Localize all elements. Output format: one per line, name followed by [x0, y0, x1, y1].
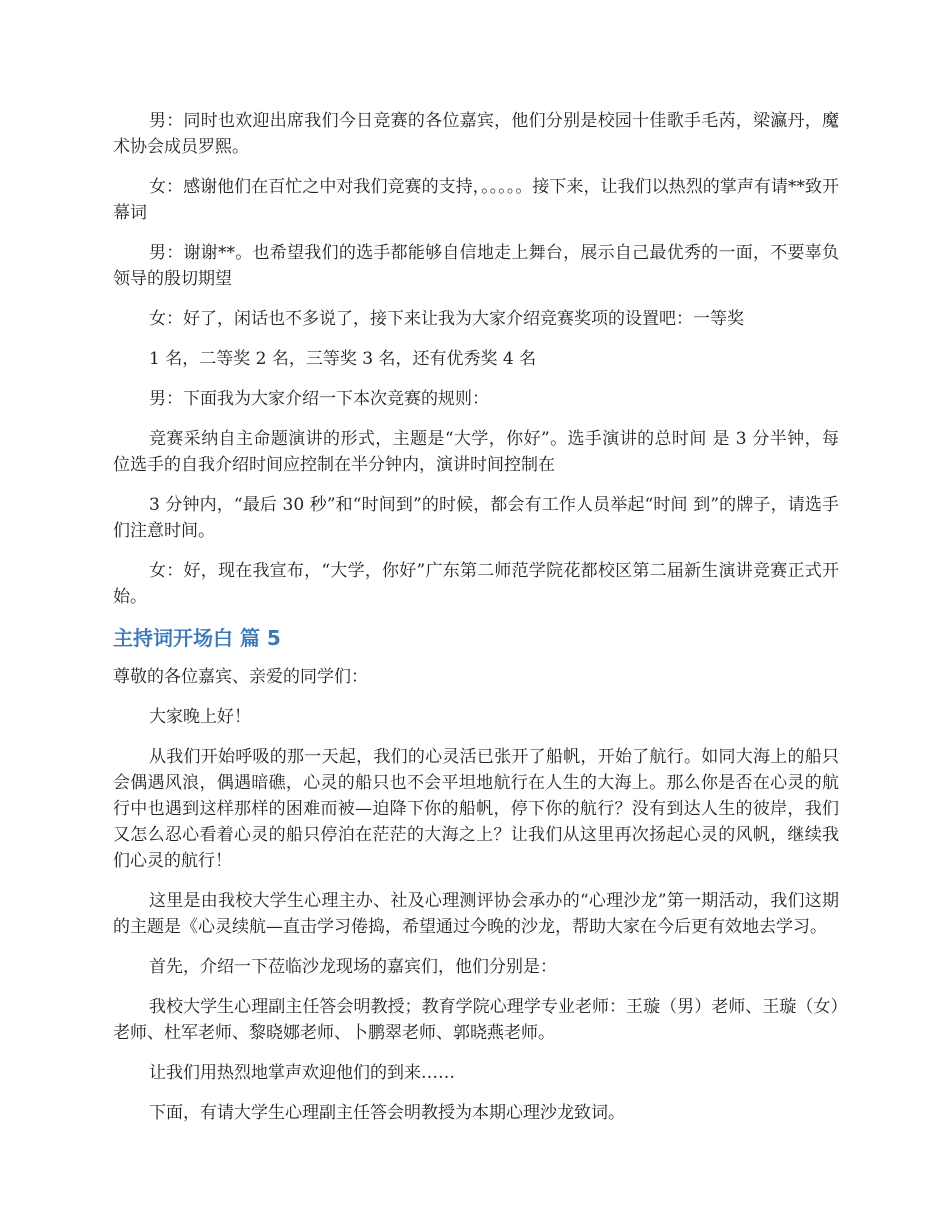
paragraph: 大家晚上好！: [149, 707, 251, 727]
section-heading: 主持词开场白 篇 5: [113, 626, 281, 650]
paragraph: 男：下面我为大家介绍一下本次竞赛的规则：: [149, 389, 489, 409]
paragraph: 1 名，二等奖 2 名，三等奖 3 名，还有优秀奖 4 名: [149, 349, 537, 369]
paragraph: 女：好，现在我宣布，“大学，你好”广东第二师范学院花都校区第二届新生演讲竞赛正式开始。: [113, 561, 839, 607]
paragraph: 女：感谢他们在百忙之中对我们竞赛的支持，。。。。。接下来，让我们以热烈的掌声有请**致开幕词: [113, 177, 839, 223]
paragraph: 男：谢谢**。也希望我们的选手都能够自信地走上舞台，展示自己最优秀的一面，不要辜负领导的殷切期望: [113, 243, 839, 289]
document-page: [113, 108, 839, 1140]
paragraph: 让我们用热烈地掌声欢迎他们的到来……: [149, 1063, 455, 1083]
paragraph: 首先，介绍一下莅临沙龙现场的嘉宾们，他们分别是：: [149, 957, 557, 977]
paragraph: 竞赛采纳自主命题演讲的形式，主题是“大学，你好”。选手演讲的总时间 是 3 分半钟，每位选手的自我介绍时间应控制在半分钟内，演讲时间控制在: [113, 429, 839, 475]
paragraph: 女：好了，闲话也不多说了，接下来让我为大家介绍竞赛奖项的设置吧：一等奖: [149, 309, 744, 329]
paragraph: 下面，有请大学生心理副主任答会明教授为本期心理沙龙致词。: [149, 1103, 625, 1123]
paragraph: 男：同时也欢迎出席我们今日竞赛的各位嘉宾，他们分别是校园十佳歌手毛芮，梁瀛丹，魔术协会成员罗熙。: [113, 111, 839, 157]
paragraph: 这里是由我校大学生心理主办、社及心理测评协会承办的“心理沙龙”第一期活动，我们这期的主题是《心灵续航—直击学习倦捣，希望通过今晚的沙龙，帮助大家在今后更有效地去学习。: [113, 891, 839, 937]
paragraph: 从我们开始呼吸的那一天起，我们的心灵活已张开了船帆，开始了航行。如同大海上的船只会偶遇风浪，偶遇暗礁，心灵的船只也不会平坦地航行在人生的大海上。那么你是否在心灵的航行中也遇到这样那样的困难而被—迫降下你的船帆，停下你的航行？没有到达人生的彼岸，我们又怎么忍心看着心灵的船只停泊在茫茫的大海之上？让我们从这里再次扬起心灵的风帆，继续我们心灵的航行！: [113, 747, 839, 871]
salutation: 尊敬的各位嘉宾、亲爱的同学们：: [113, 667, 368, 687]
paragraph: 3 分钟内，“最后 30 秒”和“时间到”的时候，都会有工作人员举起“时间 到”的牌子，请选手们注意时间。: [113, 495, 839, 541]
paragraph: 我校大学生心理副主任答会明教授；教育学院心理学专业老师：王璇（男）老师、王璇（女）老师、杜军老师、黎晓娜老师、卜鹏翠老师、郭晓燕老师。: [113, 997, 839, 1043]
